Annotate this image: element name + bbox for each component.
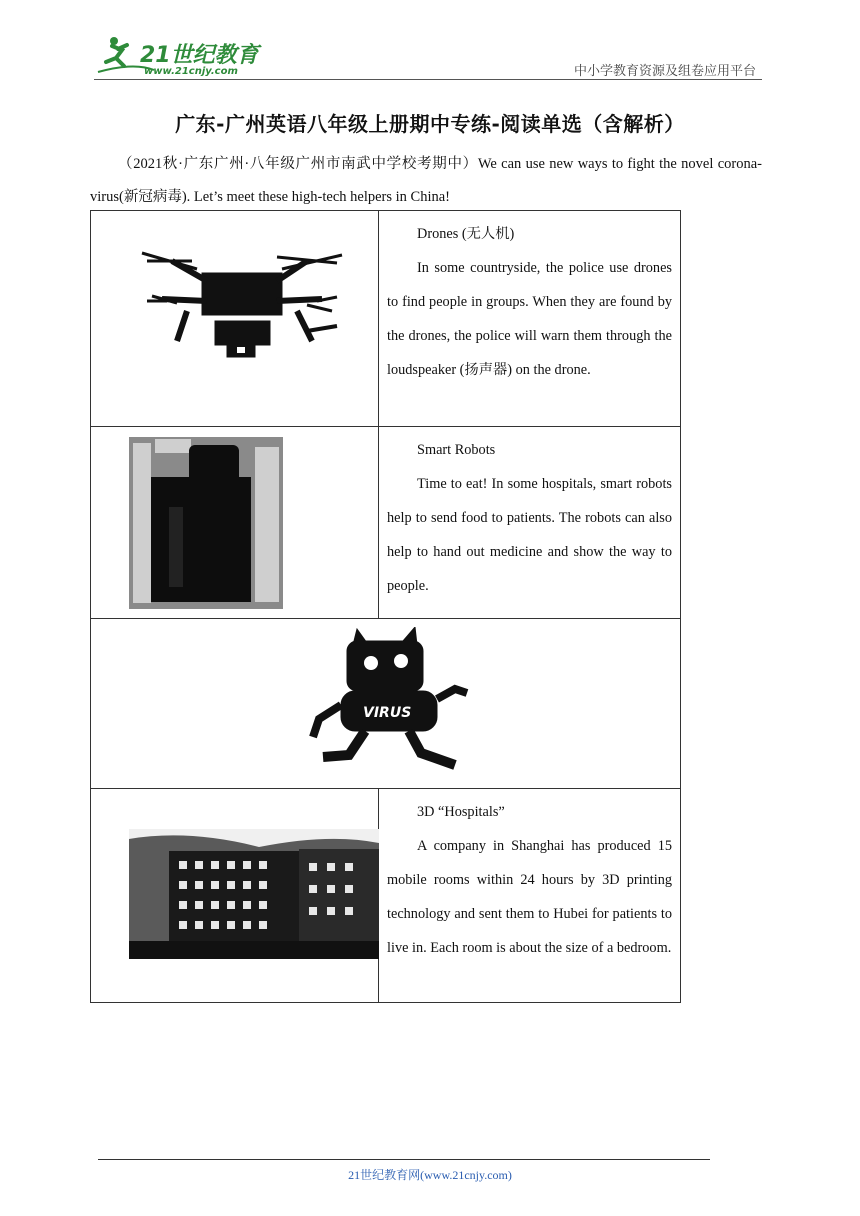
table-row [91, 427, 681, 619]
hospital-building-image [129, 829, 379, 959]
section-body: Time to eat! In some hospitals, smart robots help to send food to patients. The robots can also help to hand out medicine and show the way to people. [387, 476, 672, 594]
robot-image [129, 437, 283, 609]
logo-text: 21世纪教育 [140, 43, 259, 68]
robot-text-cell [379, 427, 681, 619]
virus-mascot-image [305, 627, 475, 777]
virus-image-cell [91, 619, 681, 789]
drone-text-cell [379, 211, 681, 427]
table-row [91, 211, 681, 427]
drone-image [137, 241, 347, 381]
robot-image-cell [91, 427, 379, 619]
section-heading: Drones (无人机) [417, 226, 515, 242]
drone-image-cell [91, 211, 379, 427]
footer-link[interactable]: 21世纪教育网(www.21cnjy.com) [348, 1168, 512, 1182]
reading-table [90, 210, 681, 1003]
virus-label: VIRUS [363, 705, 412, 721]
section-body: A company in Shanghai has produced 15 mobile rooms within 24 hours by 3D printing technology and sent them to Hubei for patients to live in. Each room is about the size of a bedroom. [387, 838, 672, 956]
page-title: 广东-广州英语八年级上册期中专练-阅读单选（含解析） [175, 112, 685, 136]
platform-name: 中小学教育资源及组卷应用平台 [573, 64, 756, 79]
section-body: In some countryside, the police use drones to find people in groups. When they are found by the drones, the police will warn them through the loudspeaker (扬声器) on the drone. [387, 260, 672, 378]
hospital-image-cell [91, 789, 379, 1003]
hospital-text-cell [379, 789, 681, 1003]
intro-paragraph: （2021秋·广东广州·八年级广州市南武中学校考期中）We can use new ways to fight the novel corona-virus(新冠病毒). Let’s meet these high-tech helpers in China! [90, 156, 762, 205]
table-row [91, 789, 681, 1003]
section-heading: Smart Robots [417, 442, 496, 458]
site-logo [94, 32, 264, 78]
footer-divider [98, 1159, 710, 1160]
table-row [91, 619, 681, 789]
logo-url: www.21cnjy.com [144, 66, 238, 77]
section-heading: 3D “Hospitals” [417, 804, 505, 820]
header-divider [94, 79, 762, 80]
